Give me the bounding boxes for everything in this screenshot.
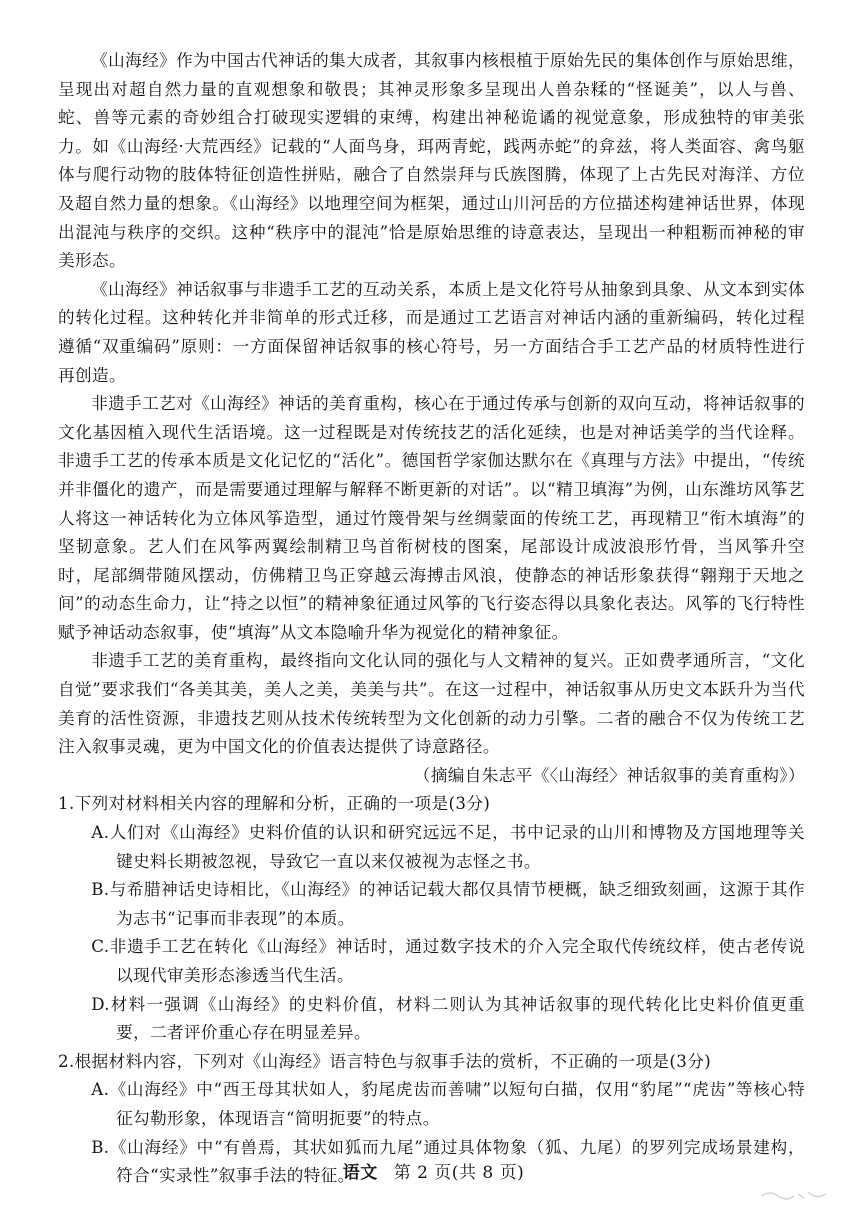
paragraph-1: 《山海经》作为中国古代神话的集大成者，其叙事内核根植于原始先民的集体创作与原始思维，呈现出对超自然力量的直观想象和敬畏；其神灵形象多呈现出人兽杂糅的“怪诞美”，以人与兽、蛇、兽等元素的奇妙组合打破现实逻辑的束缚，构建出神秘诡谲的视觉意象，形成独特的审美张力。如《山海经·大荒西经》记载的“人面鸟身，珥两青蛇，践两赤蛇”的弇兹，将人类面容、禽鸟躯体与爬行动物的肢体特征创造性拼贴，融合了自然崇拜与氏族图腾，体现了上古先民对海洋、方位及超自然力量的想象。《山海经》以地理空间为框架，通过山川河岳的方位描述构建神话世界，体现出混沌与秩序的交织。这种“秩序中的混沌”恰是原始思维的诗意表达，呈现出一种粗粝而神秘的审美形态。 [58,51,805,271]
question-stem: 2.根据材料内容，下列对《山海经》语言特色与叙事手法的赏析，不正确的一项是(3分) [58,1051,712,1071]
question-stem: 1.下列对材料相关内容的理解和分析，正确的一项是(3分) [58,794,491,814]
option-a: A.《山海经》中“西王母其状如人，豹尾虎齿而善啸”以短句白描，仅用“豹尾”“虎齿”等核心特征勾勒形象，体现语言“简明扼要”的特点。 [91,1080,805,1128]
option-c: C.非遗手工艺在转化《山海经》神话时，通过数字技术的介入完全取代传统纹样，使古老传说以现代审美形态渗透当代生活。 [91,937,805,985]
option-b: B.与希腊神话史诗相比，《山海经》的神话记载大都仅具情节梗概，缺乏细致刻画，这源于其作为志书“记事而非表现”的本质。 [91,880,805,928]
page-footer [0,1158,867,1183]
option-b: B.《山海经》中“有兽焉，其状如狐而九尾”通过具体物象（狐、九尾）的罗列完成场景建构，符合“实录性”叙事手法的特征。 [91,1137,805,1186]
scan-watermark-icon [760,1188,830,1202]
option-a: A.人们对《山海经》史料价值的认识和研究远远不足，书中记录的山川和博物及方国地理等关键史料长期被忽视，导致它一直以来仅被视为志怪之书。 [91,823,805,871]
page-number: 第 2 页(共 8 页) [393,1163,525,1183]
source-citation: （摘编自朱志平《〈山海经〉神话叙事的美育重构》） [413,765,805,785]
question-1 [58,790,805,1047]
paragraph-2: 《山海经》神话叙事与非遗手工艺的互动关系，本质上是文化符号从抽象到具象、从文本到实体的转化过程。这种转化并非简单的形式迁移，而是通过工艺语言对神话内涵的重新编码，转化过程遵循“双重编码”原则：一方面保留神话叙事的核心符号，另一方面结合手工艺产品的材质特性进行再创造。 [58,279,805,385]
paragraph-3: 非遗手工艺对《山海经》神话的美育重构，核心在于通过传承与创新的双向互动，将神话叙事的文化基因植入现代生活语境。这一过程既是对传统技艺的活化延续，也是对神话美学的当代诠释。非遗手工艺的传承本质是文化记忆的“活化”。德国哲学家伽达默尔在《真理与方法》中提出，“传统并非僵化的遗产，而是需要通过理解与解释不断更新的对话”。以“精卫填海”为例，山东潍坊风筝艺人将这一神话转化为立体风筝造型，通过竹篾骨架与丝绸蒙面的传统工艺，再现精卫“衔木填海”的坚韧意象。艺人们在风筝两翼绘制精卫鸟首衔树枝的图案，尾部设计成波浪形竹骨，当风筝升空时，尾部绸带随风摆动，仿佛精卫鸟正穿越云海搏击风浪，使静态的神话形象获得“翱翔于天地之间”的动态生命力，让“持之以恒”的精神象征通过风筝的飞行姿态得以具象化表达。风筝的飞行特性赋予神话动态叙事，使“填海”从文本隐喻升华为视觉化的精神象征。 [58,394,805,642]
reading-material [58,47,805,1191]
option-d: D.材料一强调《山海经》的史料价值，材料二则认为其神话叙事的现代转化比史料价值更重要，二者评价重心存在明显差异。 [91,994,805,1043]
subject-label: 语文 [342,1163,378,1183]
paragraph-4: 非遗手工艺的美育重构，最终指向文化认同的强化与人文精神的复兴。正如费孝通所言，“文化自觉”要求我们“各美其美，美人之美，美美与共”。在这一过程中，神话叙事从历史文本跃升为当代美育的活性资源，非遗技艺则从技术传统转型为文化创新的动力引擎。二者的融合不仅为传统工艺注入叙事灵魂，更为中国文化的价值表达提供了诗意路径。 [58,651,805,757]
